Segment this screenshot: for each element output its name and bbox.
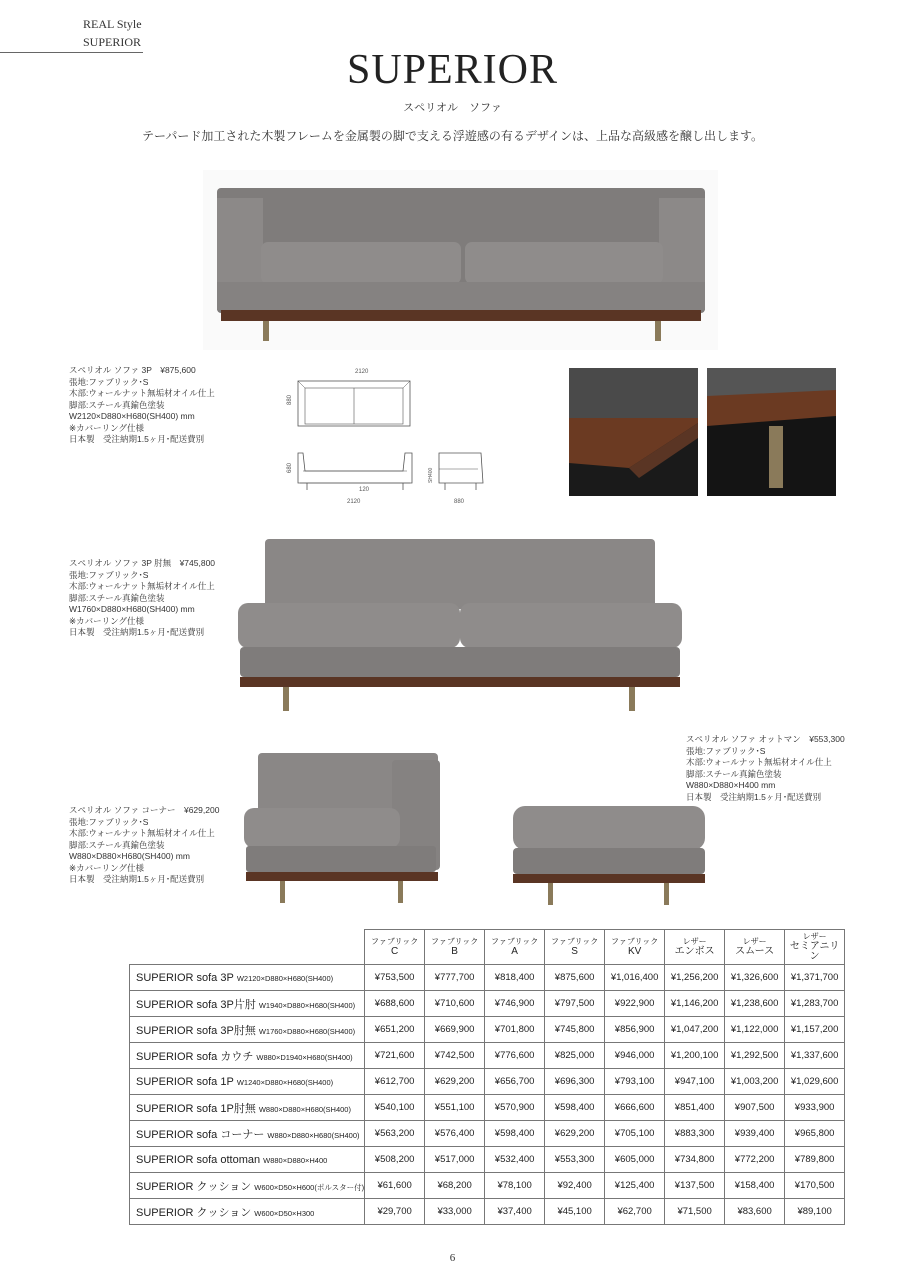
spec-line: 張地:ファブリック･S — [69, 816, 149, 827]
price-cell: ¥1,256,200 — [665, 965, 725, 991]
price-cell: ¥89,100 — [785, 1199, 845, 1225]
price-cell: ¥696,300 — [545, 1069, 605, 1095]
price-cell: ¥746,900 — [485, 991, 545, 1017]
col-header: ファブリック S — [545, 930, 605, 965]
price-cell: ¥508,200 — [365, 1147, 425, 1173]
spec-line: 張地:ファブリック･S — [686, 745, 766, 756]
page-subtitle: スペリオル ソファ — [403, 102, 502, 114]
price-cell: ¥598,400 — [485, 1121, 545, 1147]
price-cell: ¥71,500 — [665, 1199, 725, 1225]
product-dimensions: W880×D880×H680(SH400) — [267, 1130, 360, 1140]
dim-side-depth: 880 — [454, 499, 465, 505]
price-cell: ¥605,000 — [605, 1147, 665, 1173]
tagline: テーパード加工された木製フレームを金属製の脚で支える浮遊感の有るデザインは、上品な高級感を醸し出します。 — [141, 129, 764, 143]
price-cell: ¥1,122,000 — [725, 1017, 785, 1043]
price-cell: ¥570,900 — [485, 1095, 545, 1121]
price-cell: ¥61,600 — [365, 1173, 425, 1199]
price-cell: ¥78,100 — [485, 1173, 545, 1199]
price-cell: ¥666,600 — [605, 1095, 665, 1121]
price-cell: ¥92,400 — [545, 1173, 605, 1199]
price-cell: ¥1,029,600 — [785, 1069, 845, 1095]
product-name-cell — [130, 1121, 365, 1147]
product-name: SUPERIOR クッション — [136, 1206, 252, 1219]
product-name: SUPERIOR クッション — [136, 1180, 252, 1193]
product-name-cell — [130, 1173, 365, 1199]
price-cell: ¥777,700 — [425, 965, 485, 991]
price-cell: ¥1,157,200 — [785, 1017, 845, 1043]
dimension-drawing — [283, 365, 493, 510]
product-name: SUPERIOR sofa カウチ — [136, 1050, 254, 1063]
price-cell: ¥1,003,200 — [725, 1069, 785, 1095]
product-name: SUPERIOR sofa 1P肘無 — [136, 1102, 256, 1115]
spec-line: 木部:ウォールナット無垢材オイル仕上 — [69, 388, 215, 398]
price-cell: ¥745,800 — [545, 1017, 605, 1043]
product-name-cell — [130, 1043, 365, 1069]
product-dimensions: W2120×D880×H680(SH400) — [236, 973, 334, 983]
price-table — [129, 929, 845, 1225]
product-name-cell — [130, 1095, 365, 1121]
price-cell: ¥629,200 — [545, 1121, 605, 1147]
product-name: SUPERIOR sofa 3P肘無 — [136, 1024, 256, 1037]
price-cell: ¥1,326,600 — [725, 965, 785, 991]
product-name-cell — [130, 1147, 365, 1173]
spec-line: スペリオル ソファ 3P ¥875,600 — [69, 365, 196, 375]
price-cell: ¥29,700 — [365, 1199, 425, 1225]
spec-line: 日本製 受注納期1.5ヶ月･配送費別 — [686, 791, 822, 802]
product-dimensions: W880×D880×H400 — [263, 1155, 328, 1165]
price-cell: ¥1,016,400 — [605, 965, 665, 991]
spec-line: ※カバーリング仕様 — [69, 862, 144, 873]
price-cell: ¥907,500 — [725, 1095, 785, 1121]
col-header: ファブリック KV — [605, 930, 665, 965]
dim-seat-height: SH400 — [428, 467, 434, 483]
price-cell: ¥939,400 — [725, 1121, 785, 1147]
table-row — [130, 1199, 845, 1225]
spec-line: W1760×D880×H680(SH400) mm — [69, 604, 195, 614]
sofa-corner-photo — [240, 750, 445, 910]
price-cell: ¥721,600 — [365, 1043, 425, 1069]
product-dimensions: W880×D880×H680(SH400) — [258, 1104, 351, 1114]
price-cell: ¥1,283,700 — [785, 991, 845, 1017]
table-row — [130, 991, 845, 1017]
col-header: レザー スムース — [725, 930, 785, 965]
spec-line: 木部:ウォールナット無垢材オイル仕上 — [686, 757, 832, 767]
price-cell: ¥825,000 — [545, 1043, 605, 1069]
product-name-cell — [130, 1199, 365, 1225]
col-header: レザー エンボス — [665, 930, 725, 965]
price-cell: ¥62,700 — [605, 1199, 665, 1225]
sofa-3p-photo — [203, 170, 718, 350]
price-cell: ¥947,100 — [665, 1069, 725, 1095]
page-title: SUPERIOR — [346, 47, 559, 93]
product-dimensions: W600×D50×H600(ポルスター付) — [254, 1182, 365, 1192]
product-name: SUPERIOR sofa 3P片肘 — [136, 998, 256, 1011]
spec-line: W2120×D880×H680(SH400) mm — [69, 411, 195, 421]
spec-line: ※カバーリング仕様 — [69, 422, 144, 433]
price-cell: ¥532,400 — [485, 1147, 545, 1173]
price-cell: ¥875,600 — [545, 965, 605, 991]
price-cell: ¥789,800 — [785, 1147, 845, 1173]
table-row — [130, 965, 845, 991]
price-cell: ¥45,100 — [545, 1199, 605, 1225]
dim-front-width: 2120 — [347, 499, 361, 505]
table-header-row — [130, 930, 845, 965]
price-cell: ¥68,200 — [425, 1173, 485, 1199]
price-cell: ¥517,000 — [425, 1147, 485, 1173]
price-cell: ¥710,600 — [425, 991, 485, 1017]
price-cell: ¥656,700 — [485, 1069, 545, 1095]
ottoman-photo — [508, 800, 710, 910]
spec-sofa-3p — [69, 365, 215, 446]
spec-line: 脚部:スチール真鍮色塗装 — [69, 839, 165, 850]
price-cell: ¥37,400 — [485, 1199, 545, 1225]
spec-line: 日本製 受注納期1.5ヶ月･配送費別 — [69, 434, 205, 444]
price-cell: ¥933,900 — [785, 1095, 845, 1121]
product-name: SUPERIOR sofa 3P — [136, 971, 234, 984]
price-cell: ¥576,400 — [425, 1121, 485, 1147]
price-cell: ¥1,238,600 — [725, 991, 785, 1017]
price-cell: ¥818,400 — [485, 965, 545, 991]
price-cell: ¥883,300 — [665, 1121, 725, 1147]
price-cell: ¥1,200,100 — [665, 1043, 725, 1069]
table-row — [130, 1069, 845, 1095]
product-name: SUPERIOR sofa ottoman — [136, 1153, 261, 1166]
product-dimensions: W600×D50×H300 — [254, 1208, 315, 1218]
price-cell: ¥551,100 — [425, 1095, 485, 1121]
price-cell: ¥793,100 — [605, 1069, 665, 1095]
price-cell: ¥734,800 — [665, 1147, 725, 1173]
page-number: 6 — [449, 1252, 456, 1264]
product-dimensions: W1240×D880×H680(SH400) — [236, 1077, 334, 1087]
dim-height: 680 — [287, 462, 293, 473]
spec-line: 日本製 受注納期1.5ヶ月･配送費別 — [69, 874, 205, 884]
price-cell: ¥612,700 — [365, 1069, 425, 1095]
price-cell: ¥797,500 — [545, 991, 605, 1017]
spec-line: 脚部:スチール真鍮色塗装 — [69, 592, 165, 603]
price-cell: ¥1,146,200 — [665, 991, 725, 1017]
price-cell: ¥856,900 — [605, 1017, 665, 1043]
dim-depth: 880 — [287, 394, 293, 405]
col-header: ファブリック C — [365, 930, 425, 965]
price-cell: ¥540,100 — [365, 1095, 425, 1121]
product-dimensions: W1760×D880×H680(SH400) — [258, 1026, 356, 1036]
price-cell: ¥170,500 — [785, 1173, 845, 1199]
price-cell: ¥772,200 — [725, 1147, 785, 1173]
spec-sofa-3p-armless — [69, 558, 215, 639]
price-cell: ¥1,371,700 — [785, 965, 845, 991]
product-name: SUPERIOR sofa 1P — [136, 1075, 234, 1088]
price-cell: ¥753,500 — [365, 965, 425, 991]
price-cell: ¥851,400 — [665, 1095, 725, 1121]
col-header: レザー セミアニリン — [785, 930, 845, 965]
price-cell: ¥946,000 — [605, 1043, 665, 1069]
price-cell: ¥553,300 — [545, 1147, 605, 1173]
price-cell: ¥669,900 — [425, 1017, 485, 1043]
table-row — [130, 1173, 845, 1199]
sofa-3p-armless-photo — [235, 535, 685, 715]
spec-line: スペリオル ソファ コーナー ¥629,200 — [69, 805, 220, 815]
spec-line: スペリオル ソファ オットマン ¥553,300 — [686, 734, 845, 744]
product-name: SUPERIOR sofa コーナー — [136, 1128, 265, 1141]
table-row — [130, 1147, 845, 1173]
price-cell: ¥1,292,500 — [725, 1043, 785, 1069]
table-row — [130, 1043, 845, 1069]
price-cell: ¥776,600 — [485, 1043, 545, 1069]
price-cell: ¥922,900 — [605, 991, 665, 1017]
price-cell: ¥137,500 — [665, 1173, 725, 1199]
spec-line: 日本製 受注納期1.5ヶ月･配送費別 — [69, 627, 205, 637]
detail-photo-leg — [707, 368, 836, 496]
spec-line: W880×D880×H680(SH400) mm — [69, 851, 190, 861]
product-name-cell — [130, 965, 365, 991]
table-row — [130, 1017, 845, 1043]
spec-line: 脚部:スチール真鍮色塗装 — [686, 768, 782, 779]
spec-line: ※カバーリング仕様 — [69, 615, 144, 626]
price-cell: ¥563,200 — [365, 1121, 425, 1147]
price-cell: ¥965,800 — [785, 1121, 845, 1147]
spec-line: 木部:ウォールナット無垢材オイル仕上 — [69, 581, 215, 591]
price-cell: ¥125,400 — [605, 1173, 665, 1199]
table-row — [130, 1095, 845, 1121]
price-cell: ¥598,400 — [545, 1095, 605, 1121]
price-cell: ¥742,500 — [425, 1043, 485, 1069]
brand-line-1: REAL Style — [83, 17, 142, 31]
price-cell: ¥158,400 — [725, 1173, 785, 1199]
price-cell: ¥688,600 — [365, 991, 425, 1017]
spec-corner — [69, 805, 219, 886]
price-cell: ¥83,600 — [725, 1199, 785, 1225]
col-header: ファブリック B — [425, 930, 485, 965]
spec-ottoman — [686, 734, 845, 803]
product-dimensions: W880×D1940×H680(SH400) — [256, 1052, 353, 1062]
price-cell: ¥651,200 — [365, 1017, 425, 1043]
product-dimensions: W1940×D880×H680(SH400) — [258, 1000, 356, 1010]
price-cell: ¥33,000 — [425, 1199, 485, 1225]
product-name-cell — [130, 1069, 365, 1095]
price-cell: ¥629,200 — [425, 1069, 485, 1095]
spec-line: 張地:ファブリック･S — [69, 569, 149, 580]
spec-line: W880×D880×H400 mm — [686, 780, 776, 790]
dim-arm: 120 — [359, 487, 370, 493]
price-cell: ¥705,100 — [605, 1121, 665, 1147]
price-cell: ¥1,047,200 — [665, 1017, 725, 1043]
table-corner — [130, 930, 365, 965]
brand-line-2: SUPERIOR — [83, 35, 142, 49]
spec-line: 木部:ウォールナット無垢材オイル仕上 — [69, 828, 215, 838]
table-row — [130, 1121, 845, 1147]
col-header: ファブリック A — [485, 930, 545, 965]
spec-line: 脚部:スチール真鍮色塗装 — [69, 399, 165, 410]
dim-top-width: 2120 — [355, 369, 369, 375]
price-cell: ¥701,800 — [485, 1017, 545, 1043]
price-cell: ¥1,337,600 — [785, 1043, 845, 1069]
product-name-cell — [130, 1017, 365, 1043]
product-name-cell — [130, 991, 365, 1017]
spec-line: 張地:ファブリック･S — [69, 376, 149, 387]
detail-photo-corner — [569, 368, 698, 496]
spec-line: スペリオル ソファ 3P 肘無 ¥745,800 — [69, 558, 216, 568]
